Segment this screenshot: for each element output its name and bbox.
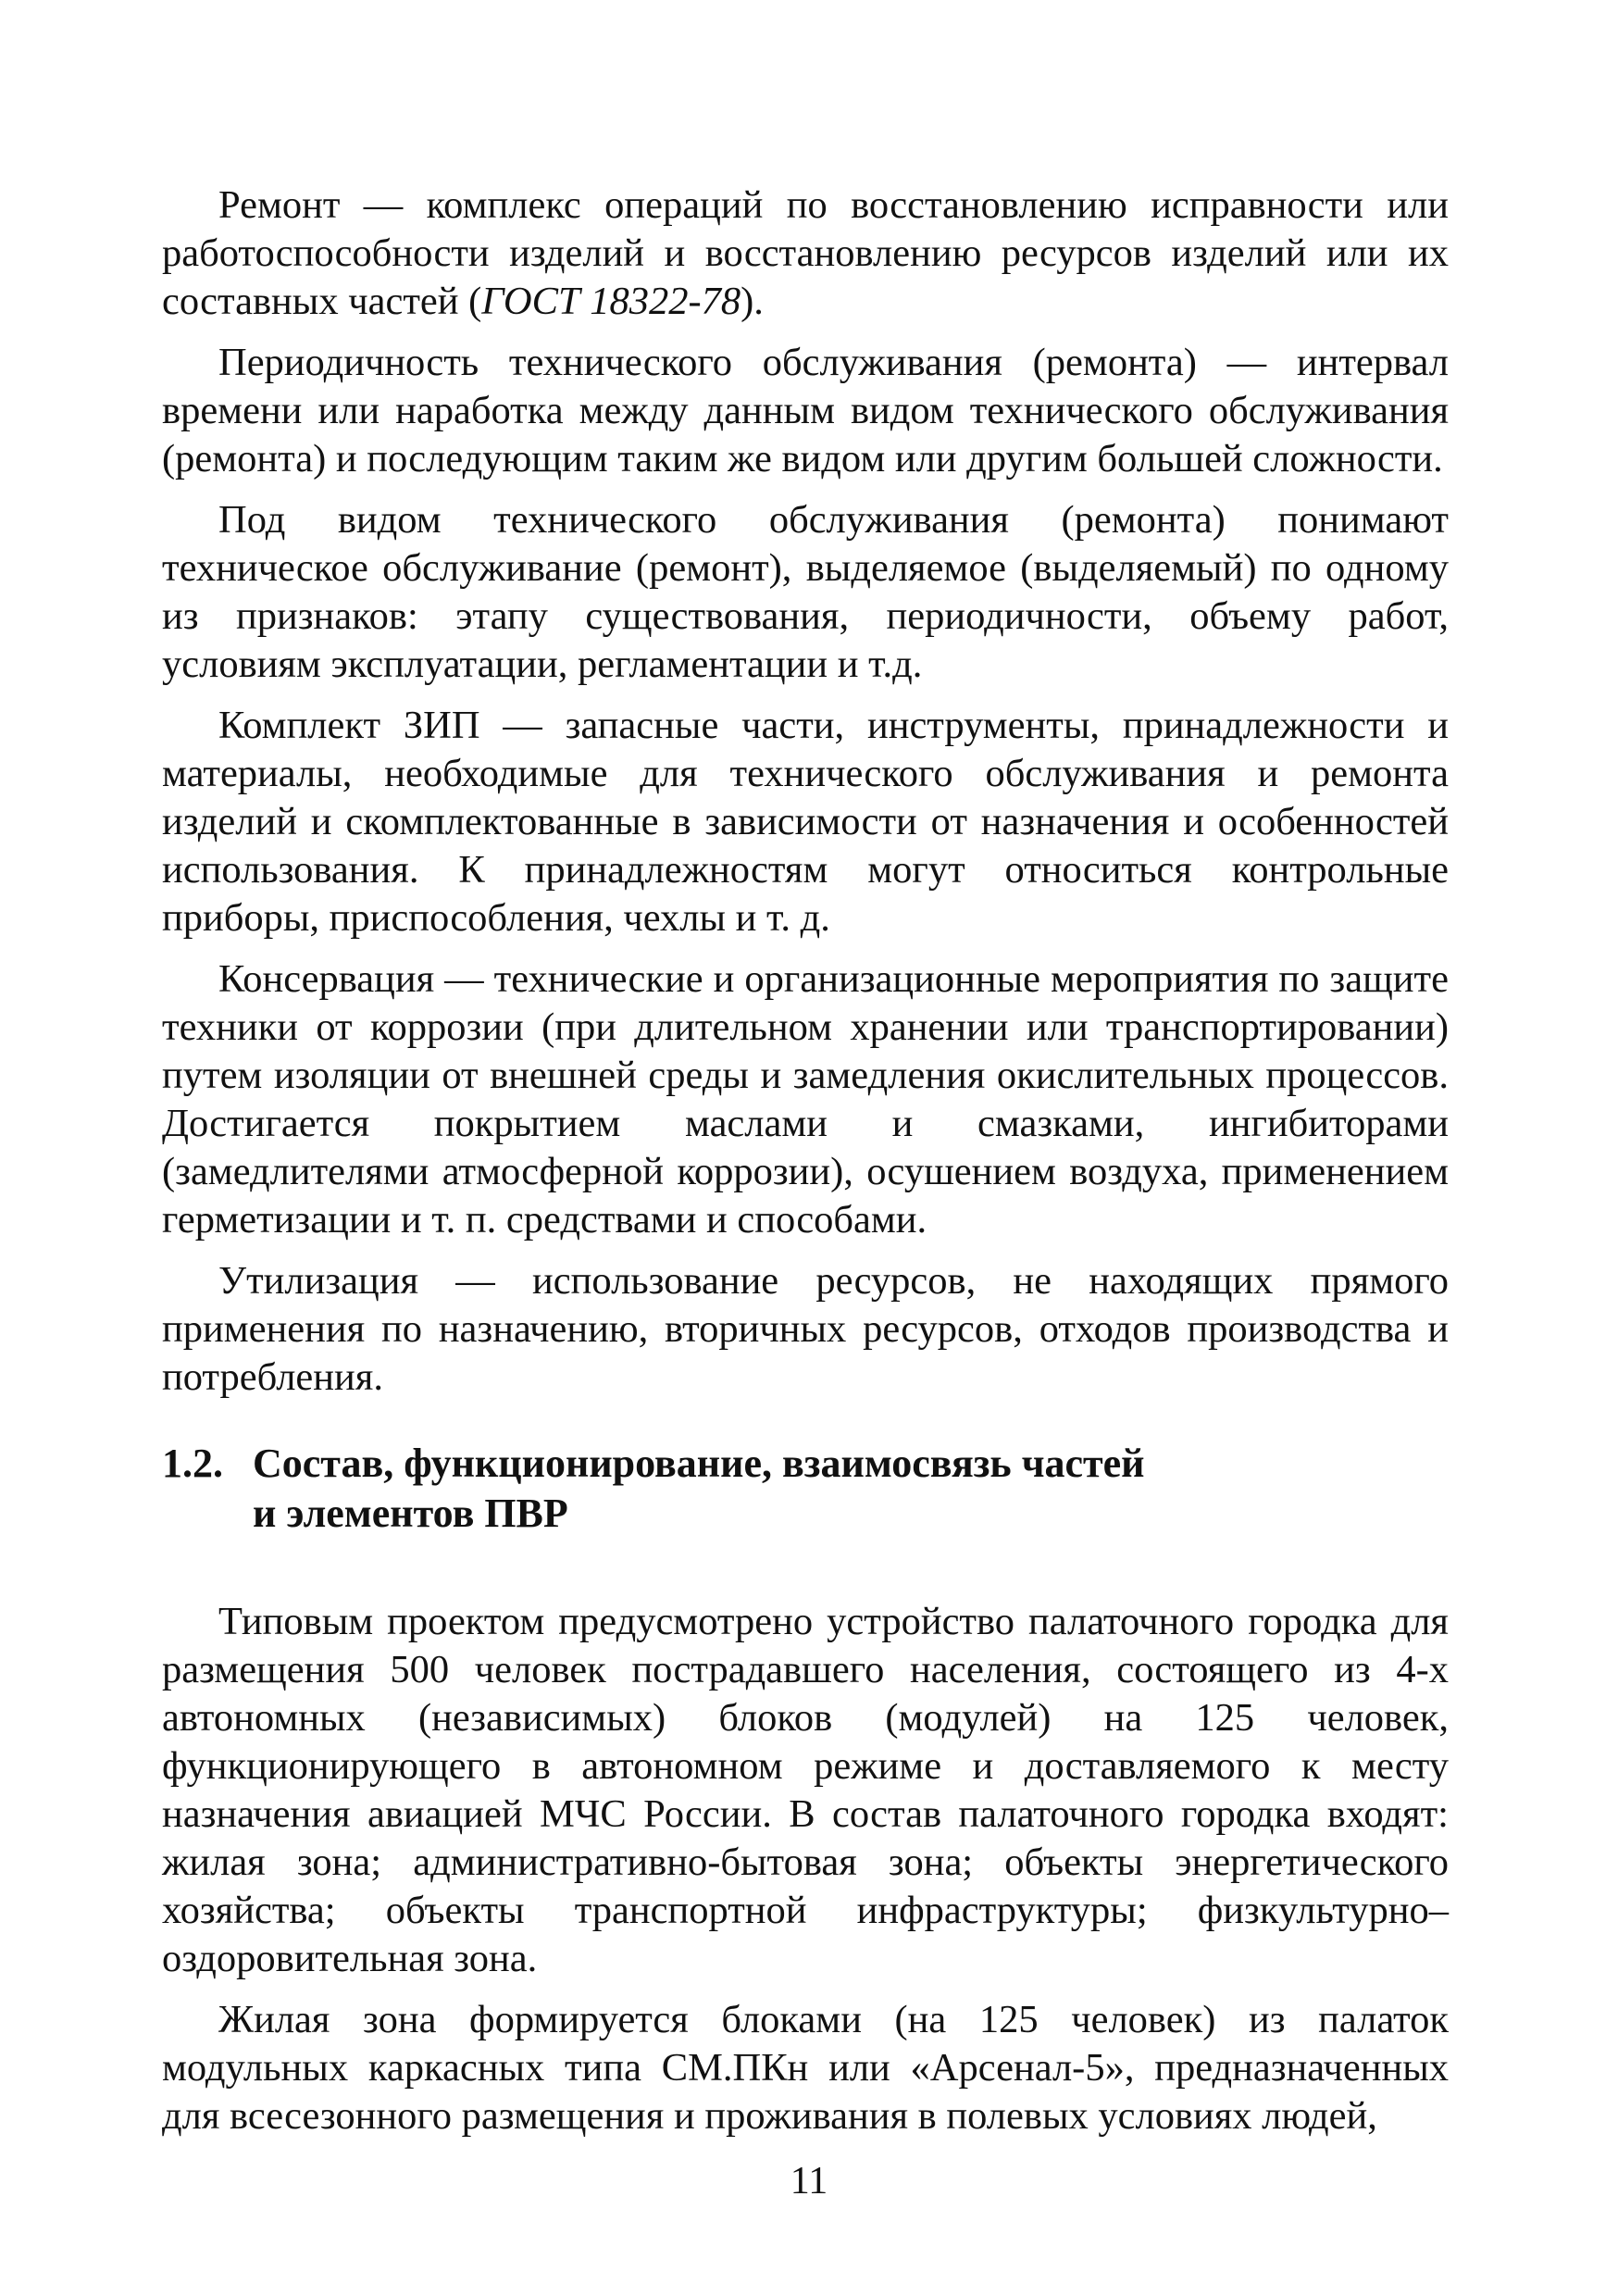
- paragraph-conservation: Консервация — технические и организационные мероприятия по защите техники от коррозии (при длительном хранении или транспортировании) путем изоляции от внешней среды и замедления окислительных процессов. Достигается покрытием маслами и смазками, ингибиторами (замедлителями атмосферной коррозии), осушением воздуха, применением герметизации и т. п. средствами и способами.: [162, 957, 1449, 1242]
- paragraph-maintenance-periodicity: Периодичность технического обслуживания (ремонта) — интервал времени или наработка между данным видом технического обслуживания (ремонта) и последующим таким же видом или другим большей сложности.: [162, 341, 1449, 480]
- page-body: [162, 181, 1449, 2153]
- page-number: 11: [790, 2160, 828, 2202]
- paragraph-maintenance-type: Под видом технического обслуживания (ремонта) понимают техническое обслуживание (ремонт), выделяемое (выделяемый) по одному из признаков: этапу существования, периодичности, объему работ, условиям эксплуатации, регламентации и т.д.: [162, 498, 1449, 686]
- paragraph-text: Ремонт — комплекс операций по восстановлению исправности или работоспособности изделий и восстановлению ресурсов изделий или их составных частей (: [162, 183, 1449, 323]
- section-heading: [162, 1439, 1449, 1539]
- paragraph-living-zone: Жилая зона формируется блоками (на 125 человек) из палаток модульных каркасных типа СМ.ПКн или «Арсенал-5», предназначенных для всесезонного размещения и проживания в полевых условиях людей,: [162, 1998, 1449, 2138]
- paragraph-tent-camp-project: Типовым проектом предусмотрено устройство палаточного городка для размещения 500 человек пострадавшего населения, состоящего из 4-х автономных (независимых) блоков (модулей) на 125 человек, функционирующего в автономном режиме и доставляемого к месту назначения авиацией МЧС России. В состав палаточного городка входят: жилая зона; административно-бытовая зона; объекты энергетического хозяйства; объекты транспортной инфраструктуры; физкультурно–оздоровительная зона.: [162, 1600, 1449, 1980]
- paragraph-spare-parts-kit: Комплект ЗИП — запасные части, инструменты, принадлежности и материалы, необходимые для технического обслуживания и ремонта изделий и скомплектованные в зависимости от назначения и особенностей использования. К принадлежностям могут относиться контрольные приборы, приспособления, чехлы и т. д.: [162, 704, 1449, 940]
- paragraph-text-end: ).: [741, 280, 764, 323]
- paragraph-utilization: Утилизация — использование ресурсов, не находящих прямого применения по назначению, вторичных ресурсов, отходов производства и потребления.: [162, 1259, 1449, 1399]
- section-number: 1.2.: [162, 1441, 223, 1486]
- section-title-line1: Состав, функционирование, взаимосвязь частей: [253, 1441, 1145, 1486]
- gost-reference: ГОСТ 18322-78: [481, 280, 741, 323]
- section-title-line2: и элементов ПВР: [253, 1491, 568, 1536]
- paragraph-repair-definition: [162, 181, 1449, 326]
